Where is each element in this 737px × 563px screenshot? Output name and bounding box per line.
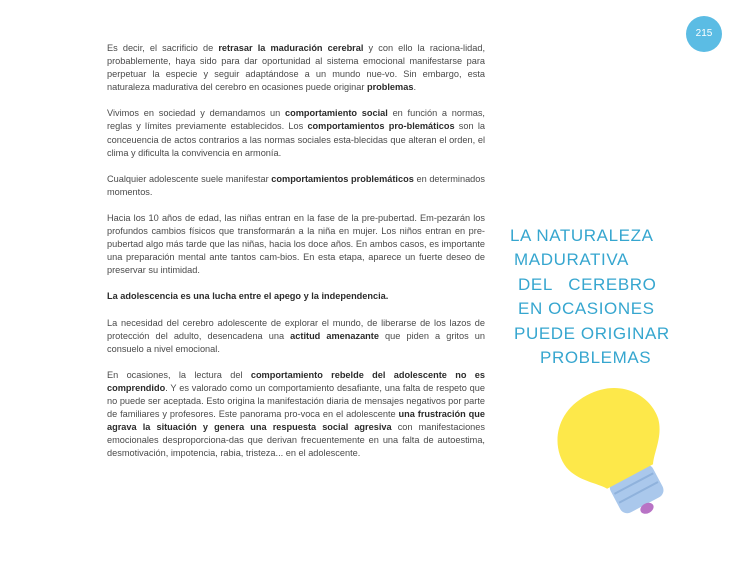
bold-text: comportamientos pro-blemáticos [307, 121, 455, 132]
text-run: que piden a gritos un consuelo a nivel emocional. [107, 330, 485, 354]
heading-line: PROBLEMAS [540, 348, 652, 368]
heading-line: DEL CEREBRO [518, 274, 657, 294]
lightbulb-icon [520, 376, 720, 528]
text-run: en función a normas, reglas y límites previamente establecidos. Los [107, 108, 485, 132]
text-run: Hacia los 10 años de edad, las niñas entran en la fase de la pre-pubertad. Em-pezarán los profundos cambios físicos que transformarán a la niña en mujer. Los niños entran en pre-pubertad algo más tarde que las niñas, hacia los doce años. En ambos casos, es importante una preparación mental ante tantos cam-bios. En esta etapa, aparece un fuerte deseo de preservar su intimidad. [107, 212, 485, 276]
page-number-badge [686, 16, 722, 52]
text-run: Es decir, el sacrificio de [107, 43, 219, 53]
bold-text: retrasar la maduración cerebral [218, 43, 364, 53]
heading-line: LA NATURALEZA [510, 226, 654, 245]
text-run: son la conceuencia de actos contrarios a las normas sociales esta-blecidas que alteran el orden, el clima y dificulta la convivencia en armonía. [107, 121, 485, 158]
heading-line: MADURATIVA [514, 250, 629, 270]
heading-line: EN OCASIONES [518, 299, 655, 319]
text-run: . Y es valorado como un comportamiento desafiante, una falta de respeto que no puede ser aceptada. Esto origina la manifestación diaria de mensajes negativos por parte de familiares y profesores. Este panorama pro-voca en el adolescente [107, 382, 485, 420]
bold-text: problemas [366, 82, 414, 93]
heading-line: PUEDE ORIGINAR [514, 323, 670, 343]
bold-text: La adolescencia es una lucha entre el apego y la independencia. [107, 291, 389, 302]
paragraph [107, 369, 485, 461]
text-run: Cualquier adolescente suele manifestar [107, 173, 272, 184]
paragraph [107, 290, 485, 303]
bold-text: una frustración que agrava la situación y genera una respuesta social agresiva [107, 409, 486, 433]
paragraph [107, 317, 485, 356]
bold-text: comportamiento social [285, 108, 388, 119]
bold-text: actitud amenazante [290, 330, 379, 341]
text-run: En ocasiones, la lectura del [107, 369, 251, 380]
text-run: Vivimos en sociedad y demandamos un [107, 108, 286, 119]
text-run: y con ello la raciona-lidad, probablemente, haya sido para dar oportunidad al sistema emocional manifestarse para perpetuar la especie y seguir adaptándose a un mundo nue-vo. Sin embargo, esta naturaleza madurativa del cerebro en ocasiones puede originar [107, 43, 486, 93]
bold-text: comportamientos problemáticos [271, 173, 414, 184]
paragraph [107, 42, 485, 94]
text-run: . [413, 82, 416, 93]
text-run: en determinados momentos. [107, 173, 485, 197]
paragraph [107, 173, 485, 199]
text-run: La necesidad del cerebro adolescente de explorar el mundo, de liberarse de los lazos de protección del adulto, desencadena una [107, 317, 485, 341]
page-number: 215 [695, 28, 713, 39]
text-run: con manifestaciones emocionales desproporciona-das que derivan frecuentemente en una falta de autoestima, desmotivación, impotencia, rabia, tristeza... en el adolescente. [107, 422, 485, 459]
bold-text: comportamiento rebelde del adolescente no es comprendido [107, 369, 485, 393]
paragraph [107, 107, 485, 159]
pull-quote-heading [500, 224, 700, 370]
paragraph [107, 212, 485, 277]
body-text [107, 42, 485, 473]
